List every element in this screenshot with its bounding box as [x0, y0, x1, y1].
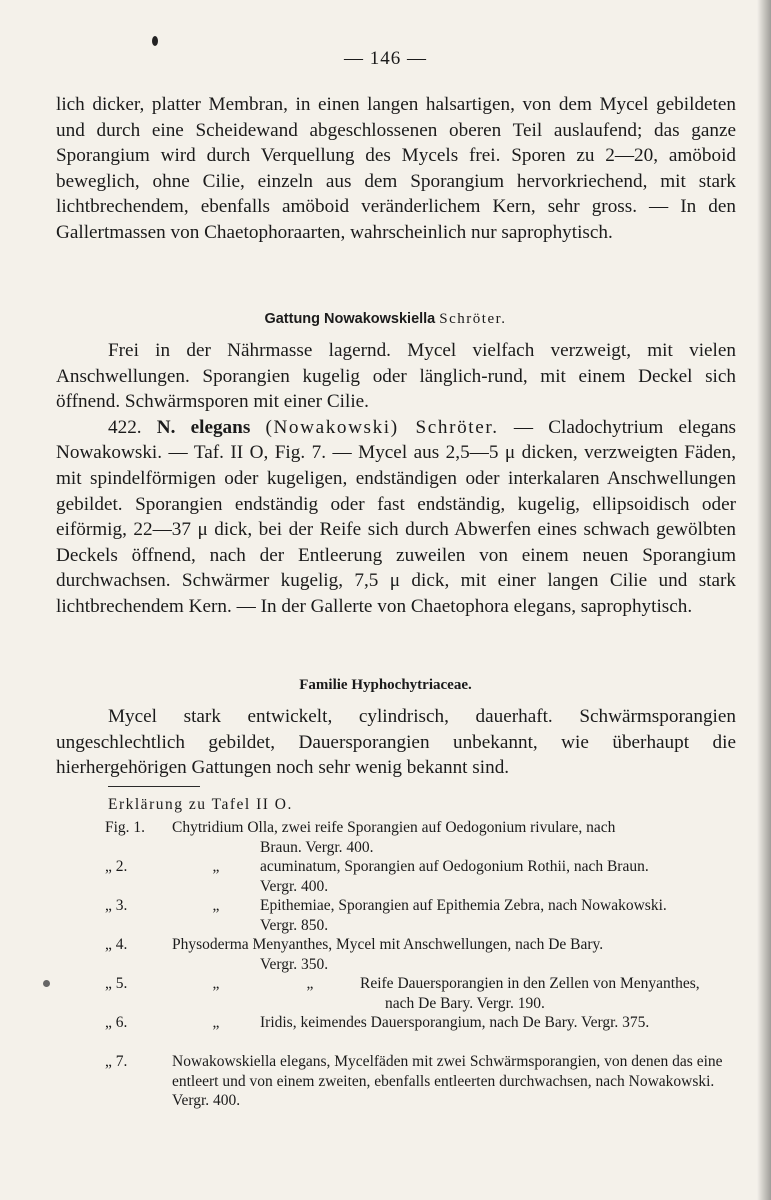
- caption-text: acuminatum, Sporangien auf Oedogonium Rothii, nach Braun.: [260, 858, 649, 875]
- figure-label: „ 6.: [105, 1014, 128, 1031]
- figure-caption: [0, 1052, 771, 1112]
- caption-text-continued: Vergr. 400.: [260, 877, 329, 895]
- ditto-mark: „: [212, 975, 220, 992]
- caption-text: Nowakowskiella elegans, Mycelfäden mit zwei Schwärmsporangien, von denen das eine entleert und von einem zweiten, ebenfalls entleerten durchwachsen, nach Nowakowski. Vergr. 400.: [172, 1053, 723, 1109]
- figure-description: [172, 896, 727, 935]
- figure-label: „ 3.: [105, 897, 128, 914]
- figure-label: „ 7.: [105, 1053, 128, 1070]
- figure-description: [172, 857, 727, 896]
- genus-title: Gattung Nowakowskiella: [264, 311, 436, 327]
- figure-description: [172, 935, 727, 974]
- figure-caption: [0, 935, 771, 974]
- genus-section: [56, 338, 736, 620]
- caption-text: Iridis, keimendes Dauersporangium, nach De Bary. Vergr. 375.: [260, 1014, 650, 1031]
- caption-text: Physoderma Menyanthes, Mycel mit Anschwellungen, nach De Bary.: [172, 936, 604, 953]
- caption-text-continued: nach De Bary. Vergr. 190.: [385, 994, 545, 1012]
- caption-text: Chytridium Olla, zwei reife Sporangien auf Oedogonium rivulare, nach: [172, 819, 616, 836]
- caption-text: Epithemiae, Sporangien auf Epithemia Zebra, nach Nowakowski.: [260, 897, 667, 914]
- family-description: Mycel stark entwickelt, cylindrisch, dauerhaft. Schwärmsporangien ungeschlechtlich gebildet, Dauersporangien unbekannt, wie überhaupt die hierhergehörigen Gattungen noch sehr wenig bekannt sind.: [56, 706, 736, 779]
- genus-author: Schröter.: [439, 311, 507, 327]
- figure-description: [172, 974, 727, 1013]
- ink-speck: [152, 36, 158, 46]
- family-section: [56, 704, 736, 781]
- continued-paragraph: [56, 92, 736, 246]
- paragraph-text: lich dicker, platter Membran, in einen langen halsartigen, von dem Mycel gebildeten und durch eine Scheidewand abgeschlossenen oberen Teil auslaufend; das ganze Sporangium wird durch Verquellung des Mycels frei. Sporen zu 2—20, amöboid beweglich, ohne Cilie, einzeln aus dem Sporangium hervorkriechend, mit stark lichtbrechendem, ebenfalls amöboid veränderlichem Kern, sehr gross. — In den Gallertmassen von Chaetophoraarten, wahrscheinlich nur saprophytisch.: [56, 94, 736, 243]
- figure-description: [172, 818, 727, 857]
- ditto-mark: „: [306, 975, 314, 992]
- caption-text-continued: Vergr. 850.: [260, 916, 329, 934]
- caption-text-continued: Braun. Vergr. 400.: [260, 838, 374, 856]
- ditto-mark: „: [212, 897, 220, 914]
- figure-caption: [0, 857, 771, 896]
- figure-label: Fig. 1.: [105, 819, 146, 836]
- plate-caption-list: [0, 818, 771, 1112]
- family-heading: Familie Hyphochytriaceae.: [299, 677, 472, 693]
- figure-caption: [0, 818, 771, 857]
- caption-text: Reife Dauersporangien in den Zellen von Menyanthes,: [360, 975, 700, 992]
- figure-caption: [0, 974, 771, 1013]
- plate-caption-title: Erklärung zu Tafel II O.: [108, 796, 293, 813]
- genus-description: Frei in der Nährmasse lagernd. Mycel vielfach verzweigt, mit vielen Anschwellungen. Sporangien kugelig oder länglich-rund, mit einem Deckel sich öffnend. Schwärmsporen mit einer Cilie.: [56, 340, 736, 413]
- ditto-mark: „: [212, 858, 220, 875]
- genus-heading: [0, 311, 771, 328]
- figure-label: „ 5.: [105, 975, 128, 992]
- footnote-rule: [108, 786, 200, 787]
- species-authors: (Nowakowski) Schröter.: [265, 416, 499, 438]
- caption-text-continued: Vergr. 350.: [260, 955, 329, 973]
- figure-caption: [0, 1013, 771, 1052]
- figure-description: [172, 1052, 727, 1111]
- species-entry: [56, 415, 736, 620]
- ditto-mark: „: [212, 1014, 220, 1031]
- figure-description: [172, 1013, 727, 1033]
- species-name: N. elegans: [156, 416, 251, 438]
- page-number: — 146 —: [344, 48, 427, 69]
- species-number: 422.: [108, 416, 142, 438]
- species-text: — Cladochytrium elegans Nowakowski. — Taf. II O, Fig. 7. — Mycel aus 2,5—5 μ dicken, verzweigten Fäden, mit spindelförmigen oder kugeligen, endständigen oder interkalaren Anschwellungen gebildet. Sporangien endständig oder fast endständig, kugelig, ellipsoidisch oder eiförmig, 22—37 μ dick, bei der Reife sich durch Abwerfen eines schwach gewölbten Deckels öffnend, nach der Entleerung zuweilen von einem neuen Sporangium durchwachsen. Schwärmer kugelig, 7,5 μ dick, mit einer langen Cilie und stark lichtbrechendem Kern. — In der Gallerte von Chaetophora elegans, saprophytisch.: [56, 416, 737, 617]
- figure-caption: [0, 896, 771, 935]
- figure-label: „ 4.: [105, 936, 128, 953]
- figure-label: „ 2.: [105, 858, 128, 875]
